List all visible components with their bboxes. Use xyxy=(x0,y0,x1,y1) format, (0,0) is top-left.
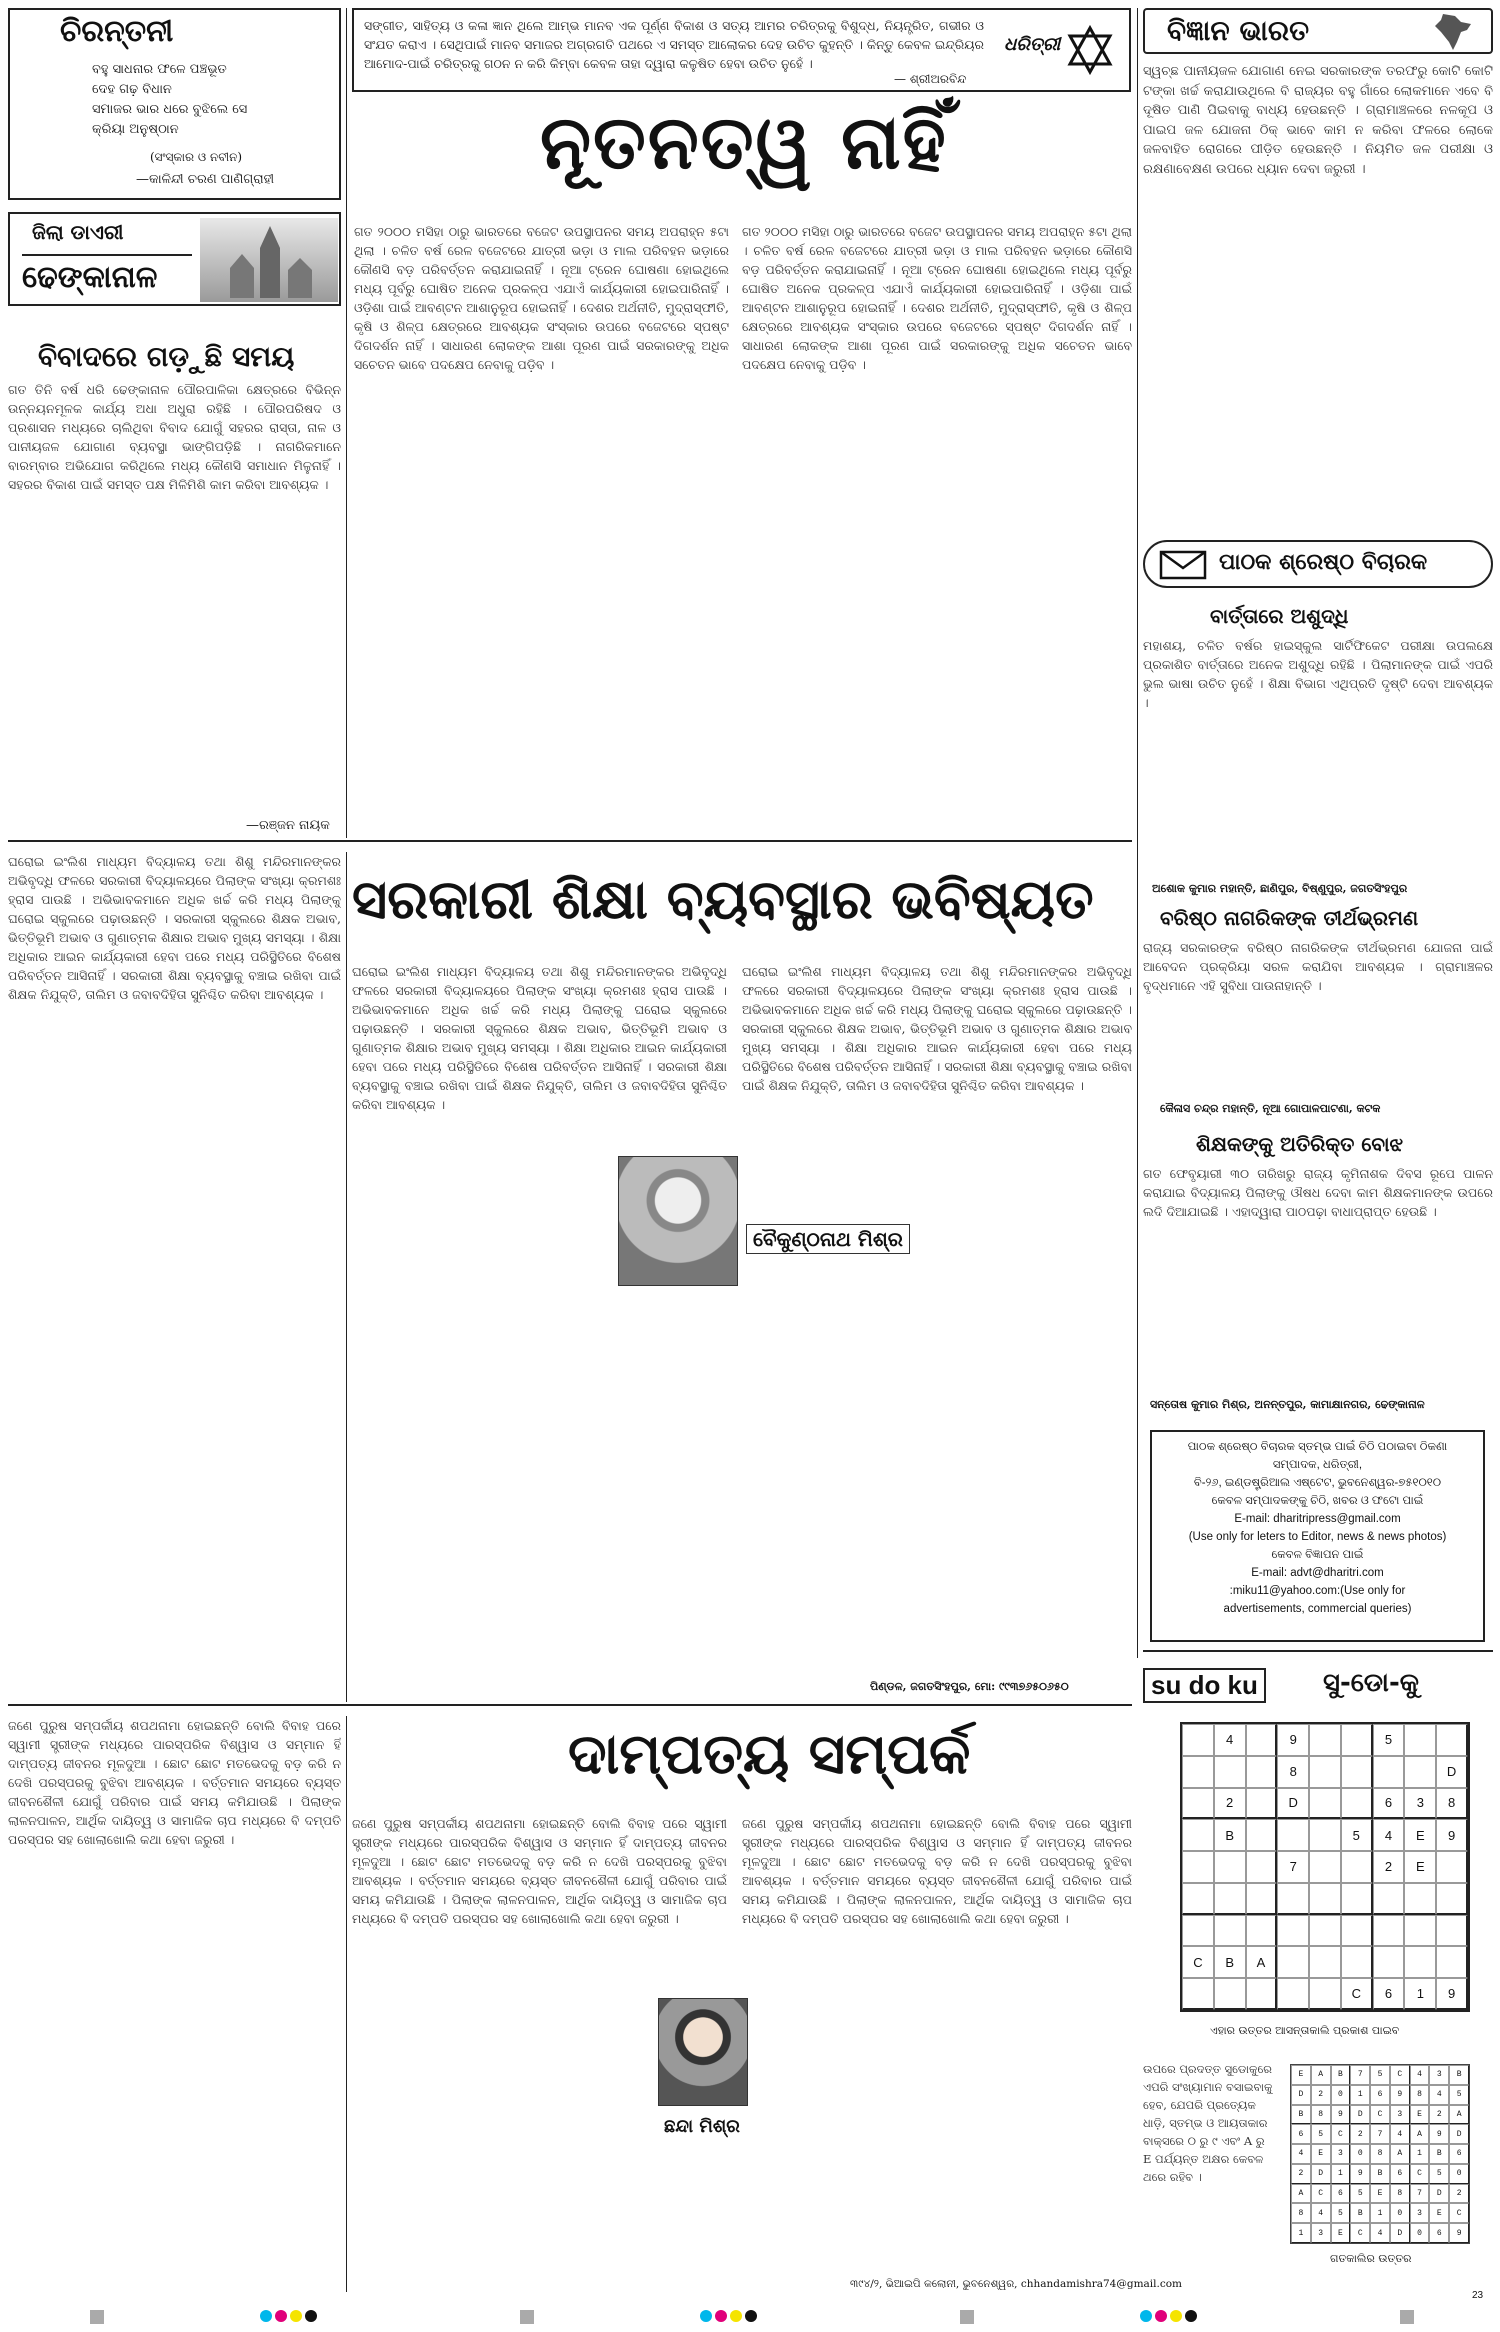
sudoku-cell xyxy=(1309,1851,1341,1883)
solution-cell: 1 xyxy=(1291,2223,1311,2243)
solution-cell: 1 xyxy=(1350,2085,1370,2105)
contact-line: ବି-୨୬, ଇଣ୍ଡଷ୍ଟ୍ରିଆଲ ଏଷ୍ଟେଟ, ଭୁବନେଶ୍ୱର-୭୫୧୦୧୦ xyxy=(1193,1477,1442,1489)
sudoku-cell xyxy=(1341,1851,1373,1883)
solution-cell: 4 xyxy=(1429,2085,1449,2105)
sudoku-cell xyxy=(1246,1756,1278,1788)
sudoku-cell xyxy=(1182,1883,1214,1915)
solution-cell: 6 xyxy=(1390,2164,1410,2184)
black-dot xyxy=(1185,2310,1197,2322)
solution-cell: D xyxy=(1429,2184,1449,2204)
sudoku-cell: 2 xyxy=(1214,1788,1246,1820)
solution-cell: 5 xyxy=(1311,2124,1331,2144)
sudoku-cell: 8 xyxy=(1436,1788,1468,1820)
solution-cell: 6 xyxy=(1331,2184,1351,2204)
bibad-author: —ରଞ୍ଜନ ନାୟକ xyxy=(246,818,330,833)
letter-1-author: ଅଶୋକ କୁମାର ମହାନ୍ତି, ଛାଣିପୁର, ବିଷ୍ଣୁପୁର, ଜଗତସିଂହପୁର xyxy=(1152,882,1408,895)
education-author-name: ବୈକୁଣ୍ଠନାଥ ମିଶ୍ର xyxy=(746,1224,910,1254)
sudoku-cell xyxy=(1182,1915,1214,1947)
sudoku-cell xyxy=(1246,1788,1278,1820)
solution-cell: 3 xyxy=(1410,2203,1430,2223)
solution-cell: 9 xyxy=(1331,2105,1351,2125)
magenta-dot xyxy=(715,2310,727,2322)
chirantani-title: ଚିରନ୍ତନୀ xyxy=(60,14,174,49)
solution-cell: C xyxy=(1410,2164,1430,2184)
verse-line: ବହୁ ସାଧନାର ଫଳେ ପଞ୍ଚଭୂତ xyxy=(92,62,227,77)
sudoku-cell: 6 xyxy=(1373,1978,1405,2010)
verse-line: ଦେହ ଗଢ଼ ବିଧାନ xyxy=(92,82,172,97)
sudoku-cell xyxy=(1309,1915,1341,1947)
sudoku-cell: C xyxy=(1182,1946,1214,1978)
bibad-headline: ବିବାଦରେ ଗଡ଼ୁଛି ସମୟ xyxy=(38,340,295,373)
bibad-text: ଗତ ତିନି ବର୍ଷ ଧରି ଢେଙ୍କାନାଳ ପୌରପାଳିକା କ୍ଷେତ୍ରରେ ବିଭିନ୍ନ ଉନ୍ନୟନମୂଳକ କାର୍ଯ୍ୟ ଅଧା ଅଧୁରା ରହିଛି । ପୌରପରିଷଦ ଓ ପ୍ରଶାସନ ମଧ୍ୟରେ ଚାଲିଥିବା ବିବାଦ ଯୋଗୁଁ ସହରର ରାସ୍ତା, ନାଳ ଓ ପାନୀୟଜଳ ଯୋଗାଣ ବ୍ୟବସ୍ଥା ଭାଙ୍ଗିପଡ଼ିଛି । ନାଗରିକମାନେ ବାରମ୍ବାର ଅଭିଯୋଗ କରିଥିଲେ ମଧ୍ୟ କୌଣସି ସମାଧାନ ମିଳୁନାହିଁ । ସହରର ବିକାଶ ପାଇଁ ସମସ୍ତ ପକ୍ଷ ମିଳିମିଶି କାମ କରିବା ଆବଶ୍ୟକ । xyxy=(8,382,341,492)
masthead-quote-box xyxy=(352,8,1131,92)
sudoku-cell: 2 xyxy=(1373,1851,1405,1883)
sudoku-footnote: ଏହାର ଉତ୍ତର ଆସନ୍ତାକାଲି ପ୍ରକାଶ ପାଇବ xyxy=(1210,2024,1400,2037)
marriage-text-col3: ଜଣେ ପୁରୁଷ ସମ୍ପର୍କୀୟ ଶପଥନାମା ହୋଇଛନ୍ତି ବୋଲି ବିବାହ ପରେ ସ୍ୱାମୀ ସ୍ତ୍ରୀଙ୍କ ମଧ୍ୟରେ ପାରସ୍ପରିକ ବିଶ୍ୱାସ ଓ ସମ୍ମାନ ହିଁ ଦାମ୍ପତ୍ୟ ଜୀବନର ମୂଳଦୁଆ । ଛୋଟ ଛୋଟ ମତଭେଦକୁ ବଡ଼ କରି ନ ଦେଖି ପରସ୍ପରକୁ ବୁଝିବା ଆବଶ୍ୟକ । ବର୍ତ୍ତମାନ ସମୟରେ ବ୍ୟସ୍ତ ଜୀବନଶୈଳୀ ଯୋଗୁଁ ପରିବାର ପାଇଁ ସମୟ କମିଯାଉଛି । ପିଲାଙ୍କ ଲାଳନପାଳନ, ଆର୍ଥିକ ଦାୟିତ୍ୱ ଓ ସାମାଜିକ ଚାପ ମଧ୍ୟରେ ବି ଦମ୍ପତି ପରସ୍ପର ସହ ଖୋଲାଖୋଲି କଥା ହେବା ଜରୁରୀ । xyxy=(742,1816,1132,1926)
sudoku-cell xyxy=(1277,1946,1309,1978)
solution-cell: 7 xyxy=(1370,2124,1390,2144)
sudoku-cell xyxy=(1214,1915,1246,1947)
sudoku-cell xyxy=(1214,1851,1246,1883)
sudoku-cell xyxy=(1404,1915,1436,1947)
sudoku-cell: 5 xyxy=(1341,1819,1373,1851)
yellow-dot xyxy=(730,2310,742,2322)
sudoku-title-en: su do ku xyxy=(1143,1668,1266,1703)
solution-cell: D xyxy=(1350,2105,1370,2125)
letter-3-text: ଗତ ଫେବୃୟାରୀ ୩୦ ତାରିଖରୁ ରାଜ୍ୟ କୃମିନାଶକ ଦିବସ ରୂପେ ପାଳନ କରାଯାଇ ବିଦ୍ୟାଳୟ ପିଲାଙ୍କୁ ଔଷଧ ଦେବା କାମ ଶିକ୍ଷକମାନଙ୍କ ଉପରେ ଲଦି ଦିଆଯାଇଛି । ଏହାଦ୍ୱାରା ପାଠପଢ଼ା ବାଧାପ୍ରାପ୍ତ ହେଉଛି । xyxy=(1143,1166,1493,1219)
education-headline: ସରକାରୀ ଶିକ୍ଷା ବ୍ୟବସ୍ଥାର ଭବିଷ୍ୟତ xyxy=(352,868,1094,931)
contact-line: କେବଳ ବିଜ୍ଞାପନ ପାଇଁ xyxy=(1271,1549,1364,1561)
solution-cell: 2 xyxy=(1350,2124,1370,2144)
sudoku-cell: 1 xyxy=(1404,1978,1436,2010)
sudoku-cell xyxy=(1182,1788,1214,1820)
sudoku-cell: 4 xyxy=(1214,1724,1246,1756)
contact-line: (Use only for leters to Editor, news & news photos) xyxy=(1188,1531,1447,1543)
chirantani-verse xyxy=(92,60,247,140)
marriage-signoff: ୩୯୪/୨, ଭିଆଇପି କଲୋନୀ, ଭୁବନେଶ୍ୱର, chhandamishra74@gmail.com xyxy=(850,2278,1183,2290)
letter-1-headline: ବାର୍ତ୍ତାରେ ଅଶୁଦ୍ଧି xyxy=(1210,604,1349,628)
sudoku-cell: D xyxy=(1277,1788,1309,1820)
solution-cell: 4 xyxy=(1390,2124,1410,2144)
sudoku-cell xyxy=(1373,1946,1405,1978)
sudoku-cell xyxy=(1373,1756,1405,1788)
contact-box xyxy=(1150,1430,1485,1642)
solution-cell: 7 xyxy=(1350,2065,1370,2085)
sudoku-cell: E xyxy=(1404,1819,1436,1851)
solution-cell: E xyxy=(1291,2065,1311,2085)
letter-3-headline: ଶିକ୍ଷକଙ୍କୁ ଅତିରିକ୍ତ ବୋଝ xyxy=(1196,1132,1404,1156)
solution-cell: A xyxy=(1390,2144,1410,2164)
solution-cell: 5 xyxy=(1429,2164,1449,2184)
education-signoff: ପିଣ୍ଡଳ, ଜଗତସିଂହପୁର, ମୋ: ୯୯୩୭୬୫୦୬୫୦ xyxy=(870,1680,1069,1693)
contact-line: ସମ୍ପାଦକ, ଧରିତ୍ରୀ, xyxy=(1272,1459,1363,1471)
jilla-dairy-box xyxy=(8,212,341,306)
yellow-dot xyxy=(1170,2310,1182,2322)
sudoku-cell: 5 xyxy=(1373,1724,1405,1756)
solution-cell: 7 xyxy=(1410,2184,1430,2204)
gray-swatch xyxy=(90,2310,104,2324)
solution-cell: 3 xyxy=(1390,2105,1410,2125)
solution-cell: 0 xyxy=(1350,2144,1370,2164)
registration-marks xyxy=(0,2304,1500,2332)
marriage-text-col1: ଜଣେ ପୁରୁଷ ସମ୍ପର୍କୀୟ ଶପଥନାମା ହୋଇଛନ୍ତି ବୋଲି ବିବାହ ପରେ ସ୍ୱାମୀ ସ୍ତ୍ରୀଙ୍କ ମଧ୍ୟରେ ପାରସ୍ପରିକ ବିଶ୍ୱାସ ଓ ସମ୍ମାନ ହିଁ ଦାମ୍ପତ୍ୟ ଜୀବନର ମୂଳଦୁଆ । ଛୋଟ ଛୋଟ ମତଭେଦକୁ ବଡ଼ କରି ନ ଦେଖି ପରସ୍ପରକୁ ବୁଝିବା ଆବଶ୍ୟକ । ବର୍ତ୍ତମାନ ସମୟରେ ବ୍ୟସ୍ତ ଜୀବନଶୈଳୀ ଯୋଗୁଁ ପରିବାର ପାଇଁ ସମୟ କମିଯାଉଛି । ପିଲାଙ୍କ ଲାଳନପାଳନ, ଆର୍ଥିକ ଦାୟିତ୍ୱ ଓ ସାମାଜିକ ଚାପ ମଧ୍ୟରେ ବି ଦମ୍ପତି ପରସ୍ପର ସହ ଖୋଲାଖୋଲି କଥା ହେବା ଜରୁରୀ । xyxy=(8,1718,341,1847)
sudoku-cell xyxy=(1309,1788,1341,1820)
solution-cell: 2 xyxy=(1311,2085,1331,2105)
vijnan-bharat-text: ସ୍ୱଚ୍ଛ ପାନୀୟଜଳ ଯୋଗାଣ ନେଇ ସରକାରଙ୍କ ତରଫରୁ କୋଟି କୋଟି ଟଙ୍କା ଖର୍ଚ୍ଚ କରାଯାଉଥିଲେ ବି ରାଜ୍ୟର ବହୁ ଗାଁରେ ଲୋକମାନେ ଏବେ ବି ଦୂଷିତ ପାଣି ପିଇବାକୁ ବାଧ୍ୟ ହେଉଛନ୍ତି । ଗ୍ରାମାଞ୍ଚଳରେ ନଳକୂପ ଓ ପାଇପ ଜଳ ଯୋଜନା ଠିକ୍ ଭାବେ କାମ ନ କରିବା ଫଳରେ ଲୋକେ ଜଳବାହିତ ରୋଗରେ ପୀଡ଼ିତ ହେଉଛନ୍ତି । ନିୟମିତ ଜଳ ପରୀକ୍ଷା ଓ ରକ୍ଷଣାବେକ୍ଷଣ ଉପରେ ଧ୍ୟାନ ଦେବା ଜରୁରୀ । xyxy=(1143,64,1493,177)
solution-cell: 3 xyxy=(1311,2223,1331,2243)
education-text-col2: ଘରୋଇ ଇଂଲିଶ ମାଧ୍ୟମ ବିଦ୍ୟାଳୟ ତଥା ଶିଶୁ ମନ୍ଦିରମାନଙ୍କର ଅଭିବୃଦ୍ଧି ଫଳରେ ସରକାରୀ ବିଦ୍ୟାଳୟରେ ପିଲାଙ୍କ ସଂଖ୍ୟା କ୍ରମଶଃ ହ୍ରାସ ପାଉଛି । ଅଭିଭାବକମାନେ ଅଧିକ ଖର୍ଚ୍ଚ କରି ମଧ୍ୟ ପିଲାଙ୍କୁ ଘରୋଇ ସ୍କୁଲରେ ପଢ଼ାଉଛନ୍ତି । ସରକାରୀ ସ୍କୁଲରେ ଶିକ୍ଷକ ଅଭାବ, ଭିତ୍ତିଭୂମି ଅଭାବ ଓ ଗୁଣାତ୍ମକ ଶିକ୍ଷାର ଅଭାବ ମୁଖ୍ୟ ସମସ୍ୟା । ଶିକ୍ଷା ଅଧିକାର ଆଇନ କାର୍ଯ୍ୟକାରୀ ହେବା ପରେ ମଧ୍ୟ ପରିସ୍ଥିତିରେ ବିଶେଷ ପରିବର୍ତ୍ତନ ଆସିନାହିଁ । ସରକାରୀ ଶିକ୍ଷା ବ୍ୟବସ୍ଥାକୁ ବଞ୍ଚାଇ ରଖିବା ପାଇଁ ଶିକ୍ଷକ ନିଯୁକ୍ତି, ତାଲିମ ଓ ଜବାବଦିହିତା ସୁନିଶ୍ଚିତ କରିବା ଆବଶ୍ୟକ । xyxy=(352,964,727,1112)
solution-cell: E xyxy=(1410,2105,1430,2125)
masthead-quote-text: ସଙ୍ଗୀତ, ସାହିତ୍ୟ ଓ କଳା ଜ୍ଞାନ ଥିଲେ ଆମ୍ଭ ମାନବ ଏକ ପୂର୍ଣ୍ଣ ବିକାଶ ଓ ସତ୍ୟ ଆମର ଚରିତ୍ରକୁ ବିଶୁଦ୍ଧ, ନିୟନ୍ତ୍ରିତ, ଗଭୀର ଓ ସଂଯତ କରାଏ । ସେଥିପାଇଁ ମାନବ ସମାଜର ଅଗ୍ରଗତି ପଥରେ ଏ ସମସ୍ତ ଆଲୋକର ଦେହ ଉଚିତ କୁହନ୍ତି । କିନ୍ତୁ କେବଳ ଇନ୍ଦ୍ରିୟର ଆମୋଦ-ପାଇଁ ଚରିତ୍ରକୁ ଗଠନ ନ କରି କିମ୍ବା କେବଳ ତାହା ଦ୍ୱାରା କଳୁଷିତ ହେବା ଉଚିତ ନୁହେଁ । xyxy=(364,18,984,71)
gray-swatch xyxy=(960,2310,974,2324)
page-number: 23 xyxy=(1472,2290,1484,2301)
solution-cell: 1 xyxy=(1410,2144,1430,2164)
solution-cell: 8 xyxy=(1410,2085,1430,2105)
sudoku-cell xyxy=(1436,1946,1468,1978)
sudoku-cell: 6 xyxy=(1373,1788,1405,1820)
sudoku-cell xyxy=(1436,1851,1468,1883)
sudoku-cell xyxy=(1436,1883,1468,1915)
solution-cell: C xyxy=(1331,2124,1351,2144)
solution-cell: 0 xyxy=(1390,2203,1410,2223)
temple-icon xyxy=(200,218,338,302)
solution-cell: 9 xyxy=(1350,2164,1370,2184)
sudoku-cell xyxy=(1404,1756,1436,1788)
marriage-headline: ଦାମ୍ପତ୍ୟ ସମ୍ପର୍କ xyxy=(568,1722,971,1787)
solution-cell: E xyxy=(1311,2144,1331,2164)
sudoku-cell xyxy=(1182,1724,1214,1756)
marriage-author-name: ଛନ୍ଦା ମିଶ୍ର xyxy=(664,2116,740,2137)
solution-cell: 5 xyxy=(1350,2184,1370,2204)
sudoku-cell: C xyxy=(1341,1978,1373,2010)
contact-line: କେବଳ ସମ୍ପାଦକଙ୍କୁ ଚିଠି, ଖବର ଓ ଫଟୋ ପାଇଁ xyxy=(1211,1495,1424,1507)
solution-cell: D xyxy=(1311,2164,1331,2184)
solution-cell: 8 xyxy=(1370,2144,1390,2164)
jilla-dairy-label: ଜିଲା ଡାଏରୀ xyxy=(32,220,124,244)
sudoku-cell: 9 xyxy=(1436,1978,1468,2010)
marriage-text-col2: ଜଣେ ପୁରୁଷ ସମ୍ପର୍କୀୟ ଶପଥନାମା ହୋଇଛନ୍ତି ବୋଲି ବିବାହ ପରେ ସ୍ୱାମୀ ସ୍ତ୍ରୀଙ୍କ ମଧ୍ୟରେ ପାରସ୍ପରିକ ବିଶ୍ୱାସ ଓ ସମ୍ମାନ ହିଁ ଦାମ୍ପତ୍ୟ ଜୀବନର ମୂଳଦୁଆ । ଛୋଟ ଛୋଟ ମତଭେଦକୁ ବଡ଼ କରି ନ ଦେଖି ପରସ୍ପରକୁ ବୁଝିବା ଆବଶ୍ୟକ । ବର୍ତ୍ତମାନ ସମୟରେ ବ୍ୟସ୍ତ ଜୀବନଶୈଳୀ ଯୋଗୁଁ ପରିବାର ପାଇଁ ସମୟ କମିଯାଉଛି । ପିଲାଙ୍କ ଲାଳନପାଳନ, ଆର୍ଥିକ ଦାୟିତ୍ୱ ଓ ସାମାଜିକ ଚାପ ମଧ୍ୟରେ ବି ଦମ୍ପତି ପରସ୍ପର ସହ ଖୋଲାଖୋଲି କଥା ହେବା ଜରୁରୀ । xyxy=(352,1816,727,1926)
sudoku-cell xyxy=(1214,1978,1246,2010)
sudoku-cell xyxy=(1436,1724,1468,1756)
solution-cell: 3 xyxy=(1331,2144,1351,2164)
solution-cell: E xyxy=(1370,2184,1390,2204)
sudoku-cell: 8 xyxy=(1277,1756,1309,1788)
magenta-dot xyxy=(1155,2310,1167,2322)
pathak-banner xyxy=(1143,540,1493,588)
sudoku-cell: 4 xyxy=(1373,1819,1405,1851)
solution-cell: 4 xyxy=(1410,2065,1430,2085)
sudoku-cell xyxy=(1277,1978,1309,2010)
solution-cell: B xyxy=(1291,2105,1311,2125)
gray-swatch xyxy=(1400,2310,1414,2324)
sudoku-cell xyxy=(1309,1883,1341,1915)
letter-2-text: ରାଜ୍ୟ ସରକାରଙ୍କ ବରିଷ୍ଠ ନାଗରିକଙ୍କ ତୀର୍ଥଭ୍ରମଣ ଯୋଜନା ପାଇଁ ଆବେଦନ ପ୍ରକ୍ରିୟା ସରଳ କରାଯିବା ଆବଶ୍ୟକ । ଗ୍ରାମାଞ୍ଚଳର ବୃଦ୍ଧମାନେ ଏହି ସୁବିଧା ପାଉନାହାନ୍ତି । xyxy=(1143,940,1493,993)
solution-cell: 2 xyxy=(1429,2105,1449,2125)
solution-cell: C xyxy=(1390,2065,1410,2085)
solution-cell: A xyxy=(1449,2105,1469,2125)
contact-email[interactable]: E-mail: dharitripress@gmail.com xyxy=(1234,1513,1401,1525)
sudoku-cell xyxy=(1182,1851,1214,1883)
vijnan-bharat-header xyxy=(1143,8,1493,54)
editorial-text-col2: ଗତ ୨୦୦୦ ମସିହା ଠାରୁ ଭାରତରେ ବଜେଟ ଉପସ୍ଥାପନର ସମୟ ଅପରାହ୍ନ ୫ଟା ଥିଲା । ଚଳିତ ବର୍ଷ ରେଳ ବଜେଟରେ ଯାତ୍ରୀ ଭଡ଼ା ଓ ମାଲ ପରିବହନ ଭଡ଼ାରେ କୌଣସି ବଡ଼ ପରିବର୍ତ୍ତନ କରାଯାଇନାହିଁ । ନୂଆ ଟ୍ରେନ ଘୋଷଣା ହୋଇଥିଲେ ମଧ୍ୟ ପୂର୍ବରୁ ଘୋଷିତ ଅନେକ ପ୍ରକଳ୍ପ ଏଯାଏଁ କାର୍ଯ୍ୟକାରୀ ହୋଇପାରିନାହିଁ । ଓଡ଼ିଶା ପାଇଁ ଆବଣ୍ଟନ ଆଶାନୁରୂପ ହୋଇନାହିଁ । ଦେଶର ଅର୍ଥନୀତି, ମୁଦ୍ରାସ୍ଫୀତି, କୃଷି ଓ ଶିଳ୍ପ କ୍ଷେତ୍ରରେ ଆବଶ୍ୟକ ସଂସ୍କାର ଉପରେ ବଜେଟରେ ସ୍ପଷ୍ଟ ଦିଗଦର୍ଶନ ନାହିଁ । ସାଧାରଣ ଲୋକଙ୍କ ଆଶା ପୂରଣ ପାଇଁ ସରକାରଙ୍କୁ ଅଧିକ ସଚେତନ ଭାବେ ପଦକ୍ଷେପ ନେବାକୁ ପଡ଼ିବ । xyxy=(742,224,1132,372)
solution-cell: 5 xyxy=(1370,2065,1390,2085)
sudoku-cell xyxy=(1404,1946,1436,1978)
sudoku-instructions: ଉପରେ ପ୍ରଦତ୍ତ ସୁଡୋକୁରେ ଏପରି ସଂଖ୍ୟାମାନ ବସାଇବାକୁ ହେବ, ଯେପରି ପ୍ରତ୍ୟେକ ଧାଡ଼ି, ସ୍ତମ୍ଭ ଓ ଆୟତାକାର ବାକ୍ସରେ ୦ ରୁ ୯ ଏବଂ A ରୁ E ପର୍ଯ୍ୟନ୍ତ ଅକ୍ଷର କେବଳ ଥରେ ରହିବ । xyxy=(1143,2062,1273,2184)
sudoku-cell xyxy=(1246,1724,1278,1756)
author-photo xyxy=(618,1156,738,1286)
cyan-dot xyxy=(1140,2310,1152,2322)
sudoku-cell xyxy=(1309,1756,1341,1788)
sudoku-cell xyxy=(1246,1978,1278,2010)
solution-cell: 1 xyxy=(1331,2164,1351,2184)
solution-cell: 0 xyxy=(1331,2085,1351,2105)
jilla-dairy-district: ଢେଙ୍କାନାଳ xyxy=(22,260,158,295)
verse-line: ସମାଜର ଭାର ଧରେ ବୁଝିଲେ ସେ xyxy=(92,102,248,117)
chirantani-box xyxy=(8,8,341,200)
sudoku-cell xyxy=(1214,1756,1246,1788)
editorial-text-col1: ଗତ ୨୦୦୦ ମସିହା ଠାରୁ ଭାରତରେ ବଜେଟ ଉପସ୍ଥାପନର ସମୟ ଅପରାହ୍ନ ୫ଟା ଥିଲା । ଚଳିତ ବର୍ଷ ରେଳ ବଜେଟରେ ଯାତ୍ରୀ ଭଡ଼ା ଓ ମାଲ ପରିବହନ ଭଡ଼ାରେ କୌଣସି ବଡ଼ ପରିବର୍ତ୍ତନ କରାଯାଇନାହିଁ । ନୂଆ ଟ୍ରେନ ଘୋଷଣା ହୋଇଥିଲେ ମଧ୍ୟ ପୂର୍ବରୁ ଘୋଷିତ ଅନେକ ପ୍ରକଳ୍ପ ଏଯାଏଁ କାର୍ଯ୍ୟକାରୀ ହୋଇପାରିନାହିଁ । ଓଡ଼ିଶା ପାଇଁ ଆବଣ୍ଟନ ଆଶାନୁରୂପ ହୋଇନାହିଁ । ଦେଶର ଅର୍ଥନୀତି, ମୁଦ୍ରାସ୍ଫୀତି, କୃଷି ଓ ଶିଳ୍ପ କ୍ଷେତ୍ରରେ ଆବଶ୍ୟକ ସଂସ୍କାର ଉପରେ ବଜେଟରେ ସ୍ପଷ୍ଟ ଦିଗଦର୍ଶନ ନାହିଁ । ସାଧାରଣ ଲୋକଙ୍କ ଆଶା ପୂରଣ ପାଇଁ ସରକାରଙ୍କୁ ଅଧିକ ସଚେତନ ଭାବେ ପଦକ୍ଷେପ ନେବାକୁ ପଡ଼ିବ । xyxy=(354,224,729,372)
sudoku-cell xyxy=(1341,1756,1373,1788)
cyan-dot xyxy=(700,2310,712,2322)
sudoku-header xyxy=(1143,1664,1493,1710)
sudoku-cell: A xyxy=(1246,1946,1278,1978)
black-dot xyxy=(305,2310,317,2322)
solution-cell: 9 xyxy=(1449,2223,1469,2243)
solution-cell: 0 xyxy=(1410,2223,1430,2243)
solution-cell: 9 xyxy=(1390,2085,1410,2105)
solution-cell: D xyxy=(1291,2085,1311,2105)
sudoku-cell xyxy=(1277,1915,1309,1947)
sudoku-cell: 9 xyxy=(1277,1724,1309,1756)
black-dot xyxy=(745,2310,757,2322)
solution-cell: B xyxy=(1449,2065,1469,2085)
sudoku-cell xyxy=(1341,1946,1373,1978)
sudoku-cell xyxy=(1373,1915,1405,1947)
sudoku-grid xyxy=(1180,1722,1470,2012)
sudoku-cell xyxy=(1277,1883,1309,1915)
editorial-headline: ନୂତନତ୍ୱ ନାହିଁ xyxy=(540,100,948,186)
marriage-author-photo xyxy=(658,1998,748,2106)
sudoku-cell xyxy=(1404,1724,1436,1756)
solution-cell: 3 xyxy=(1429,2065,1449,2085)
star-emblem-icon xyxy=(1064,24,1116,76)
sudoku-cell xyxy=(1404,1883,1436,1915)
solution-cell: 4 xyxy=(1291,2144,1311,2164)
solution-cell: 6 xyxy=(1429,2223,1449,2243)
solution-cell: 1 xyxy=(1370,2203,1390,2223)
sudoku-cell xyxy=(1246,1915,1278,1947)
contact-email[interactable]: E-mail: advt@dharitri.com xyxy=(1251,1567,1384,1579)
letter-2-author: କୈଳାସ ଚନ୍ଦ୍ର ମହାନ୍ତି, ନୂଆ ଗୋପାଳପାଟଣା, କଟକ xyxy=(1160,1102,1381,1115)
sudoku-cell: B xyxy=(1214,1819,1246,1851)
sudoku-cell xyxy=(1246,1883,1278,1915)
temple-photo xyxy=(200,218,338,302)
solution-cell: A xyxy=(1291,2184,1311,2204)
sudoku-cell: D xyxy=(1436,1756,1468,1788)
solution-cell: 6 xyxy=(1370,2085,1390,2105)
sudoku-cell: 3 xyxy=(1404,1788,1436,1820)
letter-1-text: ମହାଶୟ, ଚଳିତ ବର୍ଷର ହାଇସ୍କୁଲ ସାର୍ଟିଫିକେଟ ପରୀକ୍ଷା ଉପଲକ୍ଷେ ପ୍ରକାଶିତ ବାର୍ତ୍ତାରେ ଅନେକ ଅଶୁଦ୍ଧି ରହିଛି । ପିଲାମାନଙ୍କ ପାଇଁ ଏପରି ଭୁଲ ଭାଷା ଉଚିତ ନୁହେଁ । ଶିକ୍ଷା ବିଭାଗ ଏଥିପ୍ରତି ଦୃଷ୍ଟି ଦେବା ଆବଶ୍ୟକ । xyxy=(1143,638,1493,710)
solution-cell: 4 xyxy=(1311,2203,1331,2223)
sudoku-cell xyxy=(1341,1915,1373,1947)
sudoku-cell: 9 xyxy=(1436,1819,1468,1851)
sudoku-cell xyxy=(1309,1978,1341,2010)
sudoku-cell xyxy=(1341,1883,1373,1915)
solution-cell: B xyxy=(1370,2164,1390,2184)
solution-cell: 6 xyxy=(1449,2144,1469,2164)
contact-line: advertisements, commercial queries) xyxy=(1223,1603,1412,1615)
solution-cell: 6 xyxy=(1291,2124,1311,2144)
sudoku-cell: E xyxy=(1404,1851,1436,1883)
india-map-icon xyxy=(1431,12,1475,52)
solution-cell: 9 xyxy=(1429,2124,1449,2144)
solution-cell: A xyxy=(1311,2065,1331,2085)
solution-cell: 5 xyxy=(1331,2203,1351,2223)
cyan-dot xyxy=(260,2310,272,2322)
solution-cell: C xyxy=(1449,2203,1469,2223)
solution-cell: 8 xyxy=(1311,2105,1331,2125)
solution-cell: C xyxy=(1370,2105,1390,2125)
solution-cell: 0 xyxy=(1449,2164,1469,2184)
education-author-photo xyxy=(618,1156,738,1286)
solution-cell: B xyxy=(1350,2203,1370,2223)
sudoku-cell xyxy=(1373,1883,1405,1915)
contact-line: ପାଠକ ଶ୍ରେଷ୍ଠ ବିଚାରକ ସ୍ତମ୍ଭ ପାଇଁ ଚିଠି ପଠାଇବା ଠିକଣା xyxy=(1187,1441,1448,1453)
solution-cell: D xyxy=(1449,2124,1469,2144)
solution-cell: D xyxy=(1390,2223,1410,2243)
solution-cell: 8 xyxy=(1390,2184,1410,2204)
solution-cell: E xyxy=(1429,2203,1449,2223)
sudoku-cell: 7 xyxy=(1277,1851,1309,1883)
vijnan-bharat-title: ବିଜ୍ଞାନ ଭାରତ xyxy=(1167,14,1310,47)
magenta-dot xyxy=(275,2310,287,2322)
solution-cell: 8 xyxy=(1291,2203,1311,2223)
envelope-icon xyxy=(1159,550,1207,580)
sudoku-cell: B xyxy=(1214,1946,1246,1978)
sudoku-cell xyxy=(1309,1724,1341,1756)
solution-cell: B xyxy=(1331,2065,1351,2085)
verse-line: କ୍ରିୟା ଅନୁଷ୍ଠାନ xyxy=(92,122,179,137)
solution-cell: C xyxy=(1350,2223,1370,2243)
solution-cell: E xyxy=(1331,2223,1351,2243)
sudoku-cell xyxy=(1309,1819,1341,1851)
pathak-banner-title: ପାଠକ ଶ୍ରେଷ୍ଠ ବିଚାରକ xyxy=(1219,550,1428,575)
sudoku-title-or: ସୁ-ଡୋ-କୁ xyxy=(1323,1668,1419,1698)
sudoku-solution-grid xyxy=(1290,2064,1470,2244)
sudoku-cell xyxy=(1246,1851,1278,1883)
sudoku-cell xyxy=(1277,1819,1309,1851)
gray-swatch xyxy=(520,2310,534,2324)
solution-cell: 2 xyxy=(1449,2184,1469,2204)
sudoku-cell xyxy=(1182,1978,1214,2010)
education-text-col3: ଘରୋଇ ଇଂଲିଶ ମାଧ୍ୟମ ବିଦ୍ୟାଳୟ ତଥା ଶିଶୁ ମନ୍ଦିରମାନଙ୍କର ଅଭିବୃଦ୍ଧି ଫଳରେ ସରକାରୀ ବିଦ୍ୟାଳୟରେ ପିଲାଙ୍କ ସଂଖ୍ୟା କ୍ରମଶଃ ହ୍ରାସ ପାଉଛି । ଅଭିଭାବକମାନେ ଅଧିକ ଖର୍ଚ୍ଚ କରି ମଧ୍ୟ ପିଲାଙ୍କୁ ଘରୋଇ ସ୍କୁଲରେ ପଢ଼ାଉଛନ୍ତି । ସରକାରୀ ସ୍କୁଲରେ ଶିକ୍ଷକ ଅଭାବ, ଭିତ୍ତିଭୂମି ଅଭାବ ଓ ଗୁଣାତ୍ମକ ଶିକ୍ଷାର ଅଭାବ ମୁଖ୍ୟ ସମସ୍ୟା । ଶିକ୍ଷା ଅଧିକାର ଆଇନ କାର୍ଯ୍ୟକାରୀ ହେବା ପରେ ମଧ୍ୟ ପରିସ୍ଥିତିରେ ବିଶେଷ ପରିବର୍ତ୍ତନ ଆସିନାହିଁ । ସରକାରୀ ଶିକ୍ଷା ବ୍ୟବସ୍ଥାକୁ ବଞ୍ଚାଇ ରଖିବା ପାଇଁ ଶିକ୍ଷକ ନିଯୁକ୍ତି, ତାଲିମ ଓ ଜବାବଦିହିତା ସୁନିଶ୍ଚିତ କରିବା ଆବଶ୍ୟକ । xyxy=(742,964,1132,1093)
masthead-quote-attribution: — ଶ୍ରୀଅରବିନ୍ଦ xyxy=(894,72,967,86)
letter-3-author: ସନ୍ତୋଷ କୁମାର ମିଶ୍ର, ଅନନ୍ତପୁର, କାମାକ୍ଷାନଗର, ଢେଙ୍କାନାଳ xyxy=(1150,1398,1425,1411)
sudoku-cell xyxy=(1309,1946,1341,1978)
solution-cell: C xyxy=(1311,2184,1331,2204)
solution-cell: A xyxy=(1410,2124,1430,2144)
sudoku-cell xyxy=(1341,1788,1373,1820)
contact-email[interactable]: :miku11@yahoo.com:(Use only for xyxy=(1229,1585,1406,1597)
sudoku-cell xyxy=(1246,1819,1278,1851)
sudoku-cell xyxy=(1182,1819,1214,1851)
solution-cell: B xyxy=(1429,2144,1449,2164)
sudoku-solution-label: ଗତକାଲିର ଉତ୍ତର xyxy=(1330,2252,1412,2265)
education-text-col1: ଘରୋଇ ଇଂଲିଶ ମାଧ୍ୟମ ବିଦ୍ୟାଳୟ ତଥା ଶିଶୁ ମନ୍ଦିରମାନଙ୍କର ଅଭିବୃଦ୍ଧି ଫଳରେ ସରକାରୀ ବିଦ୍ୟାଳୟରେ ପିଲାଙ୍କ ସଂଖ୍ୟା କ୍ରମଶଃ ହ୍ରାସ ପାଉଛି । ଅଭିଭାବକମାନେ ଅଧିକ ଖର୍ଚ୍ଚ କରି ମଧ୍ୟ ପିଲାଙ୍କୁ ଘରୋଇ ସ୍କୁଲରେ ପଢ଼ାଉଛନ୍ତି । ସରକାରୀ ସ୍କୁଲରେ ଶିକ୍ଷକ ଅଭାବ, ଭିତ୍ତିଭୂମି ଅଭାବ ଓ ଗୁଣାତ୍ମକ ଶିକ୍ଷାର ଅଭାବ ମୁଖ୍ୟ ସମସ୍ୟା । ଶିକ୍ଷା ଅଧିକାର ଆଇନ କାର୍ଯ୍ୟକାରୀ ହେବା ପରେ ମଧ୍ୟ ପରିସ୍ଥିତିରେ ବିଶେଷ ପରିବର୍ତ୍ତନ ଆସିନାହିଁ । ସରକାରୀ ଶିକ୍ଷା ବ୍ୟବସ୍ଥାକୁ ବଞ୍ଚାଇ ରଖିବା ପାଇଁ ଶିକ୍ଷକ ନିଯୁକ୍ତି, ତାଲିମ ଓ ଜବାବଦିହିତା ସୁନିଶ୍ଚିତ କରିବା ଆବଶ୍ୟକ । xyxy=(8,854,341,1002)
letter-2-headline: ବରିଷ୍ଠ ନାଗରିକଙ୍କ ତୀର୍ଥଭ୍ରମଣ xyxy=(1160,906,1419,930)
chirantani-author: —କାଳିନ୍ଦୀ ଚରଣ ପାଣିଗ୍ରାହୀ xyxy=(136,172,275,187)
sudoku-cell xyxy=(1214,1883,1246,1915)
sudoku-cell xyxy=(1182,1756,1214,1788)
solution-cell: 2 xyxy=(1291,2164,1311,2184)
dharitri-logo: ଧରିତ୍ରୀ xyxy=(1004,34,1061,55)
solution-cell: 4 xyxy=(1370,2223,1390,2243)
solution-cell: 5 xyxy=(1449,2085,1469,2105)
yellow-dot xyxy=(290,2310,302,2322)
sudoku-cell xyxy=(1436,1915,1468,1947)
chirantani-source: (ସଂସ୍କାର ଓ ନବୀନ) xyxy=(150,150,243,164)
sudoku-cell xyxy=(1341,1724,1373,1756)
